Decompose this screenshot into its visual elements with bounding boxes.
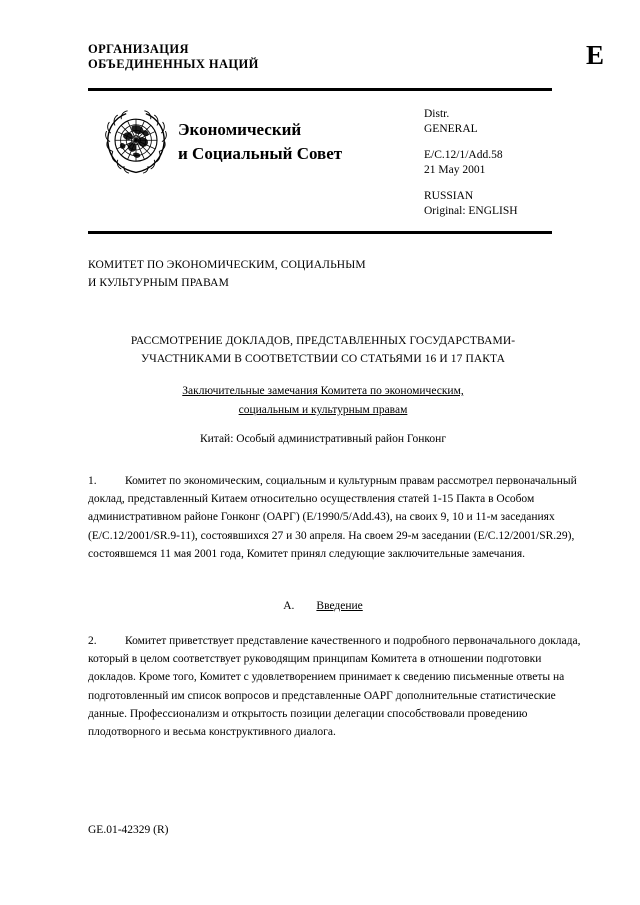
organization-name-line1: ОРГАНИЗАЦИЯ xyxy=(88,42,189,56)
distr-label: Distr. xyxy=(424,108,450,120)
document-original-language: Original: ENGLISH xyxy=(424,204,518,217)
country-line: Китай: Особый административный район Гонконг xyxy=(199,433,447,445)
section-heading-a xyxy=(88,597,558,615)
organ-title-line1: Экономический xyxy=(178,120,302,139)
committee-name xyxy=(88,256,568,292)
section-a-letter: A. xyxy=(283,600,295,612)
distribution-block xyxy=(424,107,624,218)
paragraph-2 xyxy=(88,632,588,741)
language-group xyxy=(424,189,624,218)
paragraph-2-text: Комитет приветствует представление качественного и подробного первоначального доклада, который в целом соответствует руководящим принципам Комитета в отношении подготовки докладов. Кроме того, Комитет с удовлетворением принимает к сведению письменные ответы на подготовленный им список вопросов и представленные ОАРГ дополнительные статистические данные. Профессионализм и открытость позиции делегации способствовали проведению плодотворного и весьма конструктивного диалога. xyxy=(88,635,581,739)
distr-value: GENERAL xyxy=(424,122,478,135)
paragraph-1-number: 1. xyxy=(88,475,97,487)
document-symbol-letter: E xyxy=(586,40,605,70)
symbol-group xyxy=(424,148,624,177)
organization-masthead xyxy=(88,42,552,72)
document-symbol: E/C.12/1/Add.58 xyxy=(424,149,503,161)
un-emblem-icon xyxy=(101,107,171,179)
main-heading-line2: УЧАСТНИКАМИ В СООТВЕТСТВИИ СО СТАТЬЯМИ 16 И 17 ПАКТА xyxy=(141,353,505,365)
organ-title-line2-prefix: и xyxy=(178,144,193,163)
sub-heading-line2: социальным и культурным правам xyxy=(238,404,408,416)
paragraph-1-text: Комитет по экономическим, социальным и культурным правам рассмотрел первоначальный доклад, представленный Китаем относительно осуществления статей 1-15 Пакта в Особом административном районе Гонконг (ОАРГ) (E/1990/5/Add.43), на своих 9, 10 и 11-м заседаниях (E/C.12/2001/SR.9-11), состоявшихся 27 и 30 апреля. На своем 29-м заседании (E/C.12/2001/SR.29), состоявшемся 11 мая 2001 года, Комитет принял следующие заключительные замечания. xyxy=(88,475,577,560)
document-date: 21 May 2001 xyxy=(424,163,486,176)
organ-title xyxy=(178,118,438,166)
organ-title-line2-text: Социальный Совет xyxy=(192,144,343,163)
distribution-group xyxy=(424,107,624,136)
document-language: RUSSIAN xyxy=(424,190,474,202)
main-heading xyxy=(88,332,558,368)
paragraph-2-number: 2. xyxy=(88,635,97,647)
organization-name-line2: ОБЪЕДИНЕННЫХ НАЦИЙ xyxy=(88,57,259,71)
header-rule-bottom xyxy=(88,231,552,234)
committee-name-line1: КОМИТЕТ ПО ЭКОНОМИЧЕСКИМ, СОЦИАЛЬНЫМ xyxy=(88,259,366,271)
sub-heading-line2-wrap xyxy=(88,401,558,420)
sub-heading-line1-wrap xyxy=(88,382,558,401)
section-a-title: Введение xyxy=(316,600,363,612)
committee-name-line2: И КУЛЬТУРНЫМ ПРАВАМ xyxy=(88,277,229,289)
sub-heading xyxy=(88,382,558,420)
organ-title-line2 xyxy=(178,142,438,166)
sub-heading-line1: Заключительные замечания Комитета по экономическим, xyxy=(182,385,464,397)
paragraph-1 xyxy=(88,472,588,563)
footer-job-number: GE.01-42329 (R) xyxy=(88,824,169,836)
main-heading-line1: РАССМОТРЕНИЕ ДОКЛАДОВ, ПРЕДСТАВЛЕННЫХ ГОСУДАРСТВАМИ- xyxy=(130,335,516,347)
header-rule-top xyxy=(88,88,552,91)
